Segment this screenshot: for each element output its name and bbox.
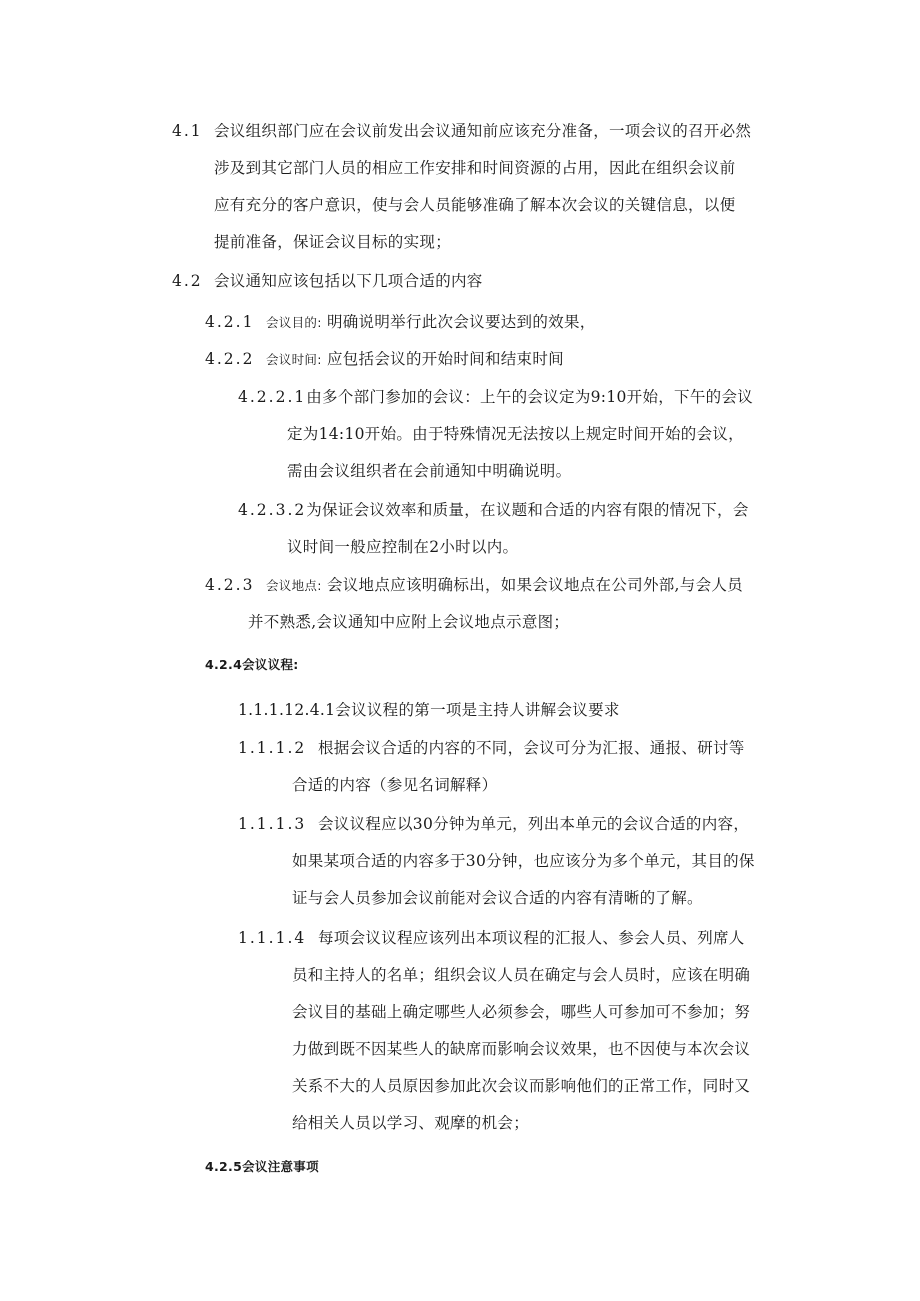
section-1-1-1-3-line-2: 如果某项合适的内容多于30分钟，也应该分为多个单元，其目的保 xyxy=(292,852,755,870)
section-4-2-2-number: 4.2.2 xyxy=(205,350,255,368)
section-4-2-2-1-line-2: 定为14:10开始。由于特殊情况无法按以上规定时间开始的会议， xyxy=(287,425,744,443)
section-4-2-2-1-line-1: 由多个部门参加的会议：上午的会议定为9:10开始，下午的会议 xyxy=(306,388,754,406)
section-1-1-1-4-number: 1.1.1.4 xyxy=(238,929,307,947)
section-4-1-line-1: 会议组织部门应在会议前发出会议通知前应该充分准备，一项会议的召开必然 xyxy=(214,122,752,140)
section-4-2-2-1-number: 4.2.2.1 xyxy=(238,388,307,406)
section-1-1-1-3-line-3: 证与会人员参加会议前能对会议合适的内容有清晰的了解。 xyxy=(292,889,703,907)
section-4-2-3-line-1: 会议地点应该明确标出，如果会议地点在公司外部,与会人员 xyxy=(326,576,743,594)
section-1-1-1-4-line-5: 关系不大的人员原因参加此次会议而影响他们的正常工作，同时又 xyxy=(292,1077,751,1095)
section-1-1-1-4-line-4: 力做到既不因某些人的缺席而影响会议效果，也不因使与本次会议 xyxy=(292,1040,751,1058)
section-4-2-4-heading: 4.2.4会议议程: xyxy=(205,657,299,672)
section-4-2-3-2-first-line xyxy=(238,500,749,520)
section-1-1-1-4-line-6: 给相关人员以学习、观摩的机会； xyxy=(292,1114,530,1132)
section-4-2-3-2-number: 4.2.3.2 xyxy=(238,501,307,519)
section-4-2-3-number: 4.2.3 xyxy=(205,576,255,594)
section-4-1-line-4: 提前准备，保证会议目标的实现； xyxy=(214,233,452,251)
section-4-2-1-label: 会议目的: xyxy=(266,315,322,330)
section-4-2-3-line-2: 并不熟悉,会议通知中应附上会议地点示意图； xyxy=(248,613,570,631)
section-4-2-2-1-line-3: 需由会议组织者在会前通知中明确说明。 xyxy=(287,462,572,480)
section-1-1-1-4-line-2: 员和主持人的名单；组织会议人员在确定与会人员时，应该在明确 xyxy=(292,966,751,984)
section-4-2-1-number: 4.2.1 xyxy=(205,313,255,331)
section-1-1-1-4-line-1: 每项会议议程应该列出本项议程的汇报人、参会人员、列席人 xyxy=(318,929,745,947)
section-1-1-1-3-line-1: 会议议程应以30分钟为单元，列出本单元的会议合适的内容， xyxy=(318,815,750,833)
section-1-1-1-3-number: 1.1.1.3 xyxy=(238,815,307,833)
section-4-2-2-label: 会议时间: xyxy=(266,352,322,367)
section-4-2-3-content xyxy=(266,575,743,596)
section-4-2-number: 4.2 xyxy=(172,272,203,290)
section-4-2-2-text: 应包括会议的开始时间和结束时间 xyxy=(326,350,564,368)
section-4-2-1-content xyxy=(266,312,596,333)
section-4-1-number: 4.1 xyxy=(172,122,203,140)
section-4-2-3-2-line-1: 为保证会议效率和质量，在议题和合适的内容有限的情况下，会 xyxy=(306,501,749,519)
section-1-1-1-2-line-2: 合适的内容（参见名词解释） xyxy=(292,776,498,794)
section-4-2-5-heading: 4.2.5会议注意事项 xyxy=(205,1159,319,1174)
section-4-1-line-3: 应有充分的客户意识，使与会人员能够准确了解本次会议的关键信息，以便 xyxy=(214,196,736,214)
section-1-1-1-2-line-1: 根据会议合适的内容的不同，会议可分为汇报、通报、研讨等 xyxy=(318,739,745,757)
section-1-1-1-4-line-3: 会议目的基础上确定哪些人必须参会，哪些人可参加可不参加；努 xyxy=(292,1003,751,1021)
section-1-1-1-2-number: 1.1.1.2 xyxy=(238,739,307,757)
section-1-1-1-1-text: 1.1.1.12.4.1会议议程的第一项是主持人讲解会议要求 xyxy=(238,701,620,719)
section-4-2-3-2-line-2: 议时间一般应控制在2小时以内。 xyxy=(287,538,519,556)
section-4-2-3-label: 会议地点: xyxy=(266,578,322,593)
section-4-1-line-2: 涉及到其它部门人员的相应工作安排和时间资源的占用，因此在组织会议前 xyxy=(214,159,736,177)
section-4-2-1-text: 明确说明举行此次会议要达到的效果， xyxy=(326,313,596,331)
section-4-2-text: 会议通知应该包括以下几项合适的内容 xyxy=(214,272,483,290)
section-4-2-2-1-first-line xyxy=(238,387,753,407)
section-4-2-2-content xyxy=(266,349,564,370)
